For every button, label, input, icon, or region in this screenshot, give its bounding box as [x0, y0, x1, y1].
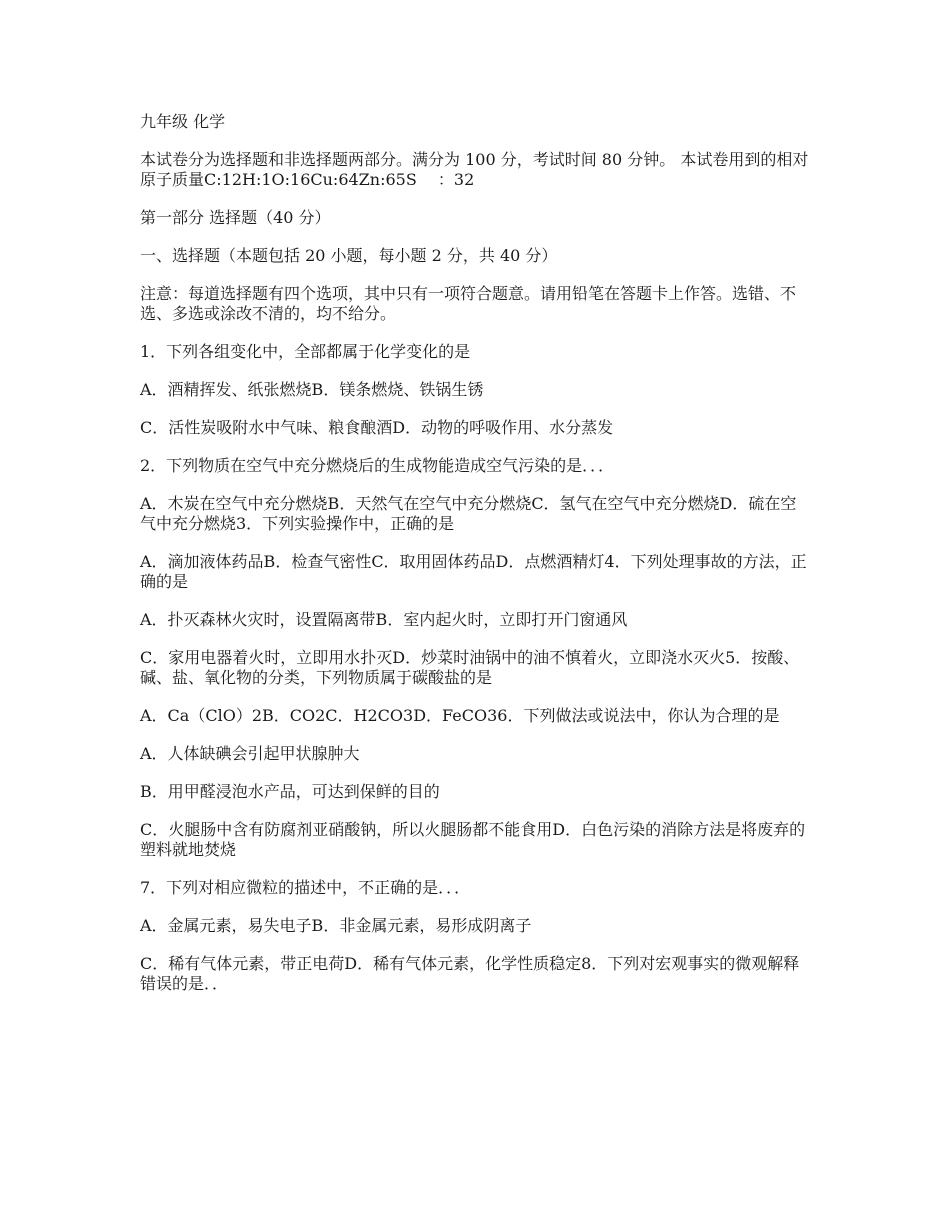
question-6-option-a: A．人体缺碘会引起甲状腺肿大	[140, 744, 360, 763]
question-4-options-cd: C．家用电器着火时，立即用水扑灭D．炒菜时油锅中的油不慎着火，立即浇水灭火5．按酸、碱、盐、氧化物的分类，下列物质属于碳酸盐的是	[140, 648, 800, 687]
question-2-options: A．木炭在空气中充分燃烧B．天然气在空气中充分燃烧C．氢气在空气中充分燃烧D．硫在空气中充分燃烧3．下列实验操作中，正确的是	[140, 494, 797, 533]
question-4-options-ab: A．扑灭森林火灾时，设置隔离带B．室内起火时，立即打开门窗通风	[140, 610, 628, 629]
question-2: 2．下列物质在空气中充分燃烧后的生成物能造成空气污染的是．．．	[140, 456, 615, 475]
question-7-options-cd: C．稀有气体元素，带正电荷D．稀有气体元素，化学性质稳定8．下列对宏观事实的微观解释错误的是．．	[140, 954, 800, 993]
question-7-options-ab: A．金属元素，易失电子B．非金属元素，易形成阴离子	[140, 916, 532, 935]
question-1-options-cd: C．活性炭吸附水中气味、粮食酿酒D．动物的呼吸作用、水分蒸发	[140, 418, 614, 437]
question-6-option-b: B．用甲醛浸泡水产品，可达到保鲜的目的	[140, 782, 440, 801]
instructions-note: 注意：每道选择题有四个选项，其中只有一项符合题意。请用铅笔在答题卡上作答。选错、不选、多选或涂改不清的，均不给分。	[140, 284, 797, 323]
section-heading: 第一部分 选择题（40 分）	[140, 208, 331, 227]
question-group-heading: 一、选择题（本题包括 20 小题，每小题 2 分，共 40 分）	[140, 246, 558, 265]
question-1: 1．下列各组变化中，全部都属于化学变化的是	[140, 342, 471, 361]
doc-title: 九年级 化学	[140, 112, 226, 131]
exam-intro: 本试卷分为选择题和非选择题两部分。满分为 100 分，考试时间 80 分钟。 本试卷用到的相对原子质量C:12H:1O:16Cu:64Zn:65S ：32	[140, 150, 809, 189]
question-5-options: A．Ca（ClO）2B．CO2C．H2CO3D．FeCO36．下列做法或说法中，你认为合理的是	[140, 706, 780, 725]
question-1-options-ab: A．酒精挥发、纸张燃烧B．镁条燃烧、铁锅生锈	[140, 380, 484, 399]
question-6-options-cd: C．火腿肠中含有防腐剂亚硝酸钠，所以火腿肠都不能食用D．白色污染的消除方法是将废弃的塑料就地焚烧	[140, 820, 806, 859]
question-7: 7．下列对相应微粒的描述中，不正确的是．．．	[140, 878, 471, 897]
question-3-options: A．滴加液体药品B．检查气密性C．取用固体药品D．点燃酒精灯4．下列处理事故的方法，正确的是	[140, 552, 807, 591]
